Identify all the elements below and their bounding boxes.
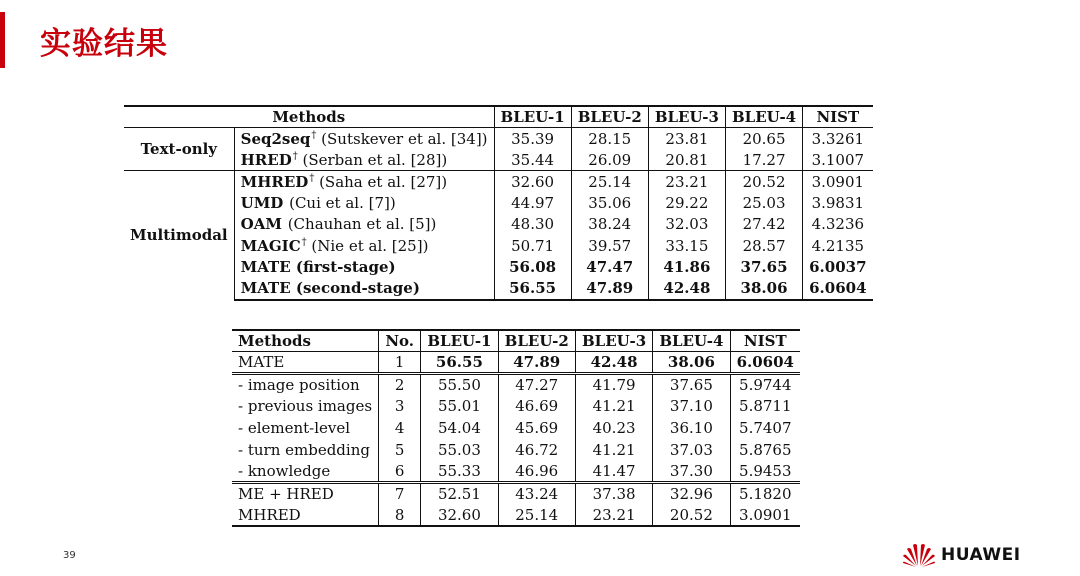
method-name: MHRED xyxy=(240,172,309,191)
row-number: 6 xyxy=(379,461,421,483)
bleu1-value: 55.33 xyxy=(421,461,498,483)
bleu1-value: 35.39 xyxy=(494,128,571,150)
table2-header-bleu3: BLEU-3 xyxy=(575,330,652,352)
bleu1-value: 56.08 xyxy=(494,257,571,279)
slide-title: 实验结果 xyxy=(40,26,168,62)
bleu1-value: 32.60 xyxy=(494,171,571,193)
method-cell xyxy=(234,235,494,257)
table1-header-bleu1: BLEU-1 xyxy=(494,106,571,128)
group-multimodal: Multimodal xyxy=(124,171,234,300)
table2-header-methods: Methods xyxy=(232,330,379,352)
method-reference: (Serban et al. [28]) xyxy=(297,150,448,169)
bleu2-value: 38.24 xyxy=(571,214,648,236)
nist-value: 5.8711 xyxy=(739,397,792,416)
bleu2-value: 47.89 xyxy=(498,352,575,374)
bleu3-value: 29.22 xyxy=(648,192,725,214)
row-number: 5 xyxy=(379,439,421,461)
method-name: MAGIC xyxy=(240,236,301,255)
logo-text: HUAWEI xyxy=(941,545,1021,565)
bleu3-value: 20.81 xyxy=(648,149,725,171)
nist-value: 5.9453 xyxy=(730,461,800,483)
bleu2-value: 45.69 xyxy=(498,417,575,439)
bleu4-value: 32.96 xyxy=(653,483,730,505)
nist-value: 5.9744 xyxy=(739,376,792,395)
bleu3-value: 41.21 xyxy=(575,395,652,417)
bleu3-value: 40.23 xyxy=(575,417,652,439)
row-number: 1 xyxy=(379,352,421,374)
bleu3-value: 33.15 xyxy=(648,235,725,257)
method-name: - image position xyxy=(232,374,379,396)
dagger-mark: † xyxy=(311,129,317,141)
table-row xyxy=(232,417,800,439)
bleu1-value: 55.50 xyxy=(421,374,498,396)
bleu3-value: 23.81 xyxy=(648,128,725,150)
table-row xyxy=(232,395,800,417)
method-name: ME + HRED xyxy=(232,483,379,505)
bleu1-value: 55.03 xyxy=(421,439,498,461)
table-row xyxy=(232,374,800,396)
table-row xyxy=(232,504,800,526)
bleu2-value: 28.15 xyxy=(571,128,648,150)
bleu1-value: 50.71 xyxy=(494,235,571,257)
table-row xyxy=(124,128,873,150)
method-cell xyxy=(234,128,494,150)
method-cell xyxy=(234,171,494,193)
bleu2-value: 25.14 xyxy=(571,171,648,193)
table2-header-nist: NIST xyxy=(730,330,800,352)
method-reference: (Cui et al. [7]) xyxy=(284,193,396,212)
bleu3-value: 41.47 xyxy=(575,461,652,483)
bleu2-value: 43.24 xyxy=(498,483,575,505)
bleu1-value: 56.55 xyxy=(421,352,498,374)
table-row xyxy=(232,461,800,483)
huawei-flower-icon xyxy=(902,542,936,568)
method-name: - element-level xyxy=(232,417,379,439)
ablation-table xyxy=(232,329,800,527)
table-row xyxy=(124,214,873,236)
table2-header-no: No. xyxy=(379,330,421,352)
table-row xyxy=(232,439,800,461)
bleu1-value: 55.01 xyxy=(421,395,498,417)
nist-value: 4.3236 xyxy=(811,215,865,234)
nist-value: 5.8765 xyxy=(739,440,792,459)
page-number: 39 xyxy=(63,550,76,561)
table1-header-nist: NIST xyxy=(803,106,873,128)
nist-value: 4.2135 xyxy=(811,236,865,255)
bleu3-value: 42.48 xyxy=(575,352,652,374)
bleu2-value: 47.27 xyxy=(498,374,575,396)
table2-header-bleu4: BLEU-4 xyxy=(653,330,730,352)
bleu1-value: 32.60 xyxy=(421,504,498,526)
table-row xyxy=(124,192,873,214)
bleu2-value: 47.47 xyxy=(571,257,648,279)
bleu2-value: 47.89 xyxy=(571,278,648,300)
bleu4-value: 37.10 xyxy=(653,395,730,417)
bleu2-value: 46.69 xyxy=(498,395,575,417)
bleu3-value: 41.79 xyxy=(575,374,652,396)
dagger-mark: † xyxy=(301,236,307,248)
method-name: MATE (second-stage) xyxy=(234,278,494,300)
table1-header-bleu4: BLEU-4 xyxy=(725,106,802,128)
bleu1-value: 44.97 xyxy=(494,192,571,214)
bleu3-value: 37.38 xyxy=(575,483,652,505)
row-number: 8 xyxy=(379,504,421,526)
method-name: HRED xyxy=(240,150,292,169)
method-name: MATE xyxy=(232,352,379,374)
bleu4-value: 38.06 xyxy=(653,352,730,374)
table2-header-bleu2: BLEU-2 xyxy=(498,330,575,352)
bleu4-value: 20.52 xyxy=(725,171,802,193)
method-name: Seq2seq xyxy=(240,129,311,148)
bleu2-value: 46.96 xyxy=(498,461,575,483)
bleu4-value: 37.65 xyxy=(653,374,730,396)
bleu3-value: 23.21 xyxy=(648,171,725,193)
method-reference: (Saha et al. [27]) xyxy=(314,172,448,191)
bleu3-value: 32.03 xyxy=(648,214,725,236)
table-row xyxy=(124,257,873,279)
bleu4-value: 27.42 xyxy=(725,214,802,236)
nist-value: 3.9831 xyxy=(811,193,865,212)
bleu1-value: 54.04 xyxy=(421,417,498,439)
method-name: OAM xyxy=(240,215,282,234)
bleu1-value: 48.30 xyxy=(494,214,571,236)
dagger-mark: † xyxy=(309,172,315,184)
bleu4-value: 17.27 xyxy=(725,149,802,171)
table-row xyxy=(232,483,800,505)
table-row xyxy=(124,235,873,257)
row-number: 3 xyxy=(379,395,421,417)
method-name: - turn embedding xyxy=(232,439,379,461)
nist-value: 3.1007 xyxy=(811,150,865,169)
bleu4-value: 25.03 xyxy=(725,192,802,214)
method-cell xyxy=(234,149,494,171)
nist-value: 3.3261 xyxy=(811,129,865,148)
bleu3-value: 42.48 xyxy=(648,278,725,300)
table1-header-methods: Methods xyxy=(124,106,494,128)
dagger-mark: † xyxy=(292,150,298,162)
bleu2-value: 46.72 xyxy=(498,439,575,461)
bleu1-value: 56.55 xyxy=(494,278,571,300)
bleu4-value: 36.10 xyxy=(653,417,730,439)
bleu3-value: 23.21 xyxy=(575,504,652,526)
huawei-logo xyxy=(902,542,1021,568)
bleu1-value: 35.44 xyxy=(494,149,571,171)
table-row xyxy=(124,278,873,300)
nist-value: 6.0604 xyxy=(803,278,873,300)
bleu4-value: 20.52 xyxy=(653,504,730,526)
table1-header-row xyxy=(124,106,873,128)
method-reference: (Sutskever et al. [34]) xyxy=(316,129,488,148)
bleu2-value: 26.09 xyxy=(571,149,648,171)
method-name: UMD xyxy=(240,193,284,212)
group-text-only: Text-only xyxy=(124,128,234,171)
method-reference: (Nie et al. [25]) xyxy=(306,236,429,255)
method-cell xyxy=(234,192,494,214)
nist-value: 5.7407 xyxy=(739,419,792,438)
method-reference: (Chauhan et al. [5]) xyxy=(282,215,437,234)
bleu2-value: 39.57 xyxy=(571,235,648,257)
method-name: MHRED xyxy=(232,504,379,526)
results-table xyxy=(124,105,873,301)
nist-value: 3.0901 xyxy=(730,504,800,526)
nist-value: 6.0604 xyxy=(730,352,800,374)
bleu2-value: 35.06 xyxy=(571,192,648,214)
table-row xyxy=(124,149,873,171)
table2-header-row xyxy=(232,330,800,352)
table1-header-bleu3: BLEU-3 xyxy=(648,106,725,128)
table1-header-bleu2: BLEU-2 xyxy=(571,106,648,128)
bleu3-value: 41.86 xyxy=(648,257,725,279)
bleu1-value: 52.51 xyxy=(421,483,498,505)
bleu4-value: 38.06 xyxy=(725,278,802,300)
bleu4-value: 37.30 xyxy=(653,461,730,483)
title-accent-bar xyxy=(0,12,5,68)
method-name: - previous images xyxy=(232,395,379,417)
nist-value: 5.1820 xyxy=(739,485,792,504)
method-cell xyxy=(234,214,494,236)
bleu4-value: 37.03 xyxy=(653,439,730,461)
table2-header-bleu1: BLEU-1 xyxy=(421,330,498,352)
method-name: - knowledge xyxy=(232,461,379,483)
bleu4-value: 28.57 xyxy=(725,235,802,257)
nist-value: 6.0037 xyxy=(809,258,867,277)
method-name: MATE (first-stage) xyxy=(234,257,494,279)
nist-value: 3.0901 xyxy=(803,171,873,193)
table-row xyxy=(232,352,800,374)
bleu3-value: 41.21 xyxy=(575,439,652,461)
row-number: 4 xyxy=(379,417,421,439)
bleu4-value: 20.65 xyxy=(725,128,802,150)
row-number: 2 xyxy=(379,374,421,396)
table-row xyxy=(124,171,873,193)
row-number: 7 xyxy=(379,483,421,505)
bleu2-value: 25.14 xyxy=(498,504,575,526)
bleu4-value: 37.65 xyxy=(725,257,802,279)
